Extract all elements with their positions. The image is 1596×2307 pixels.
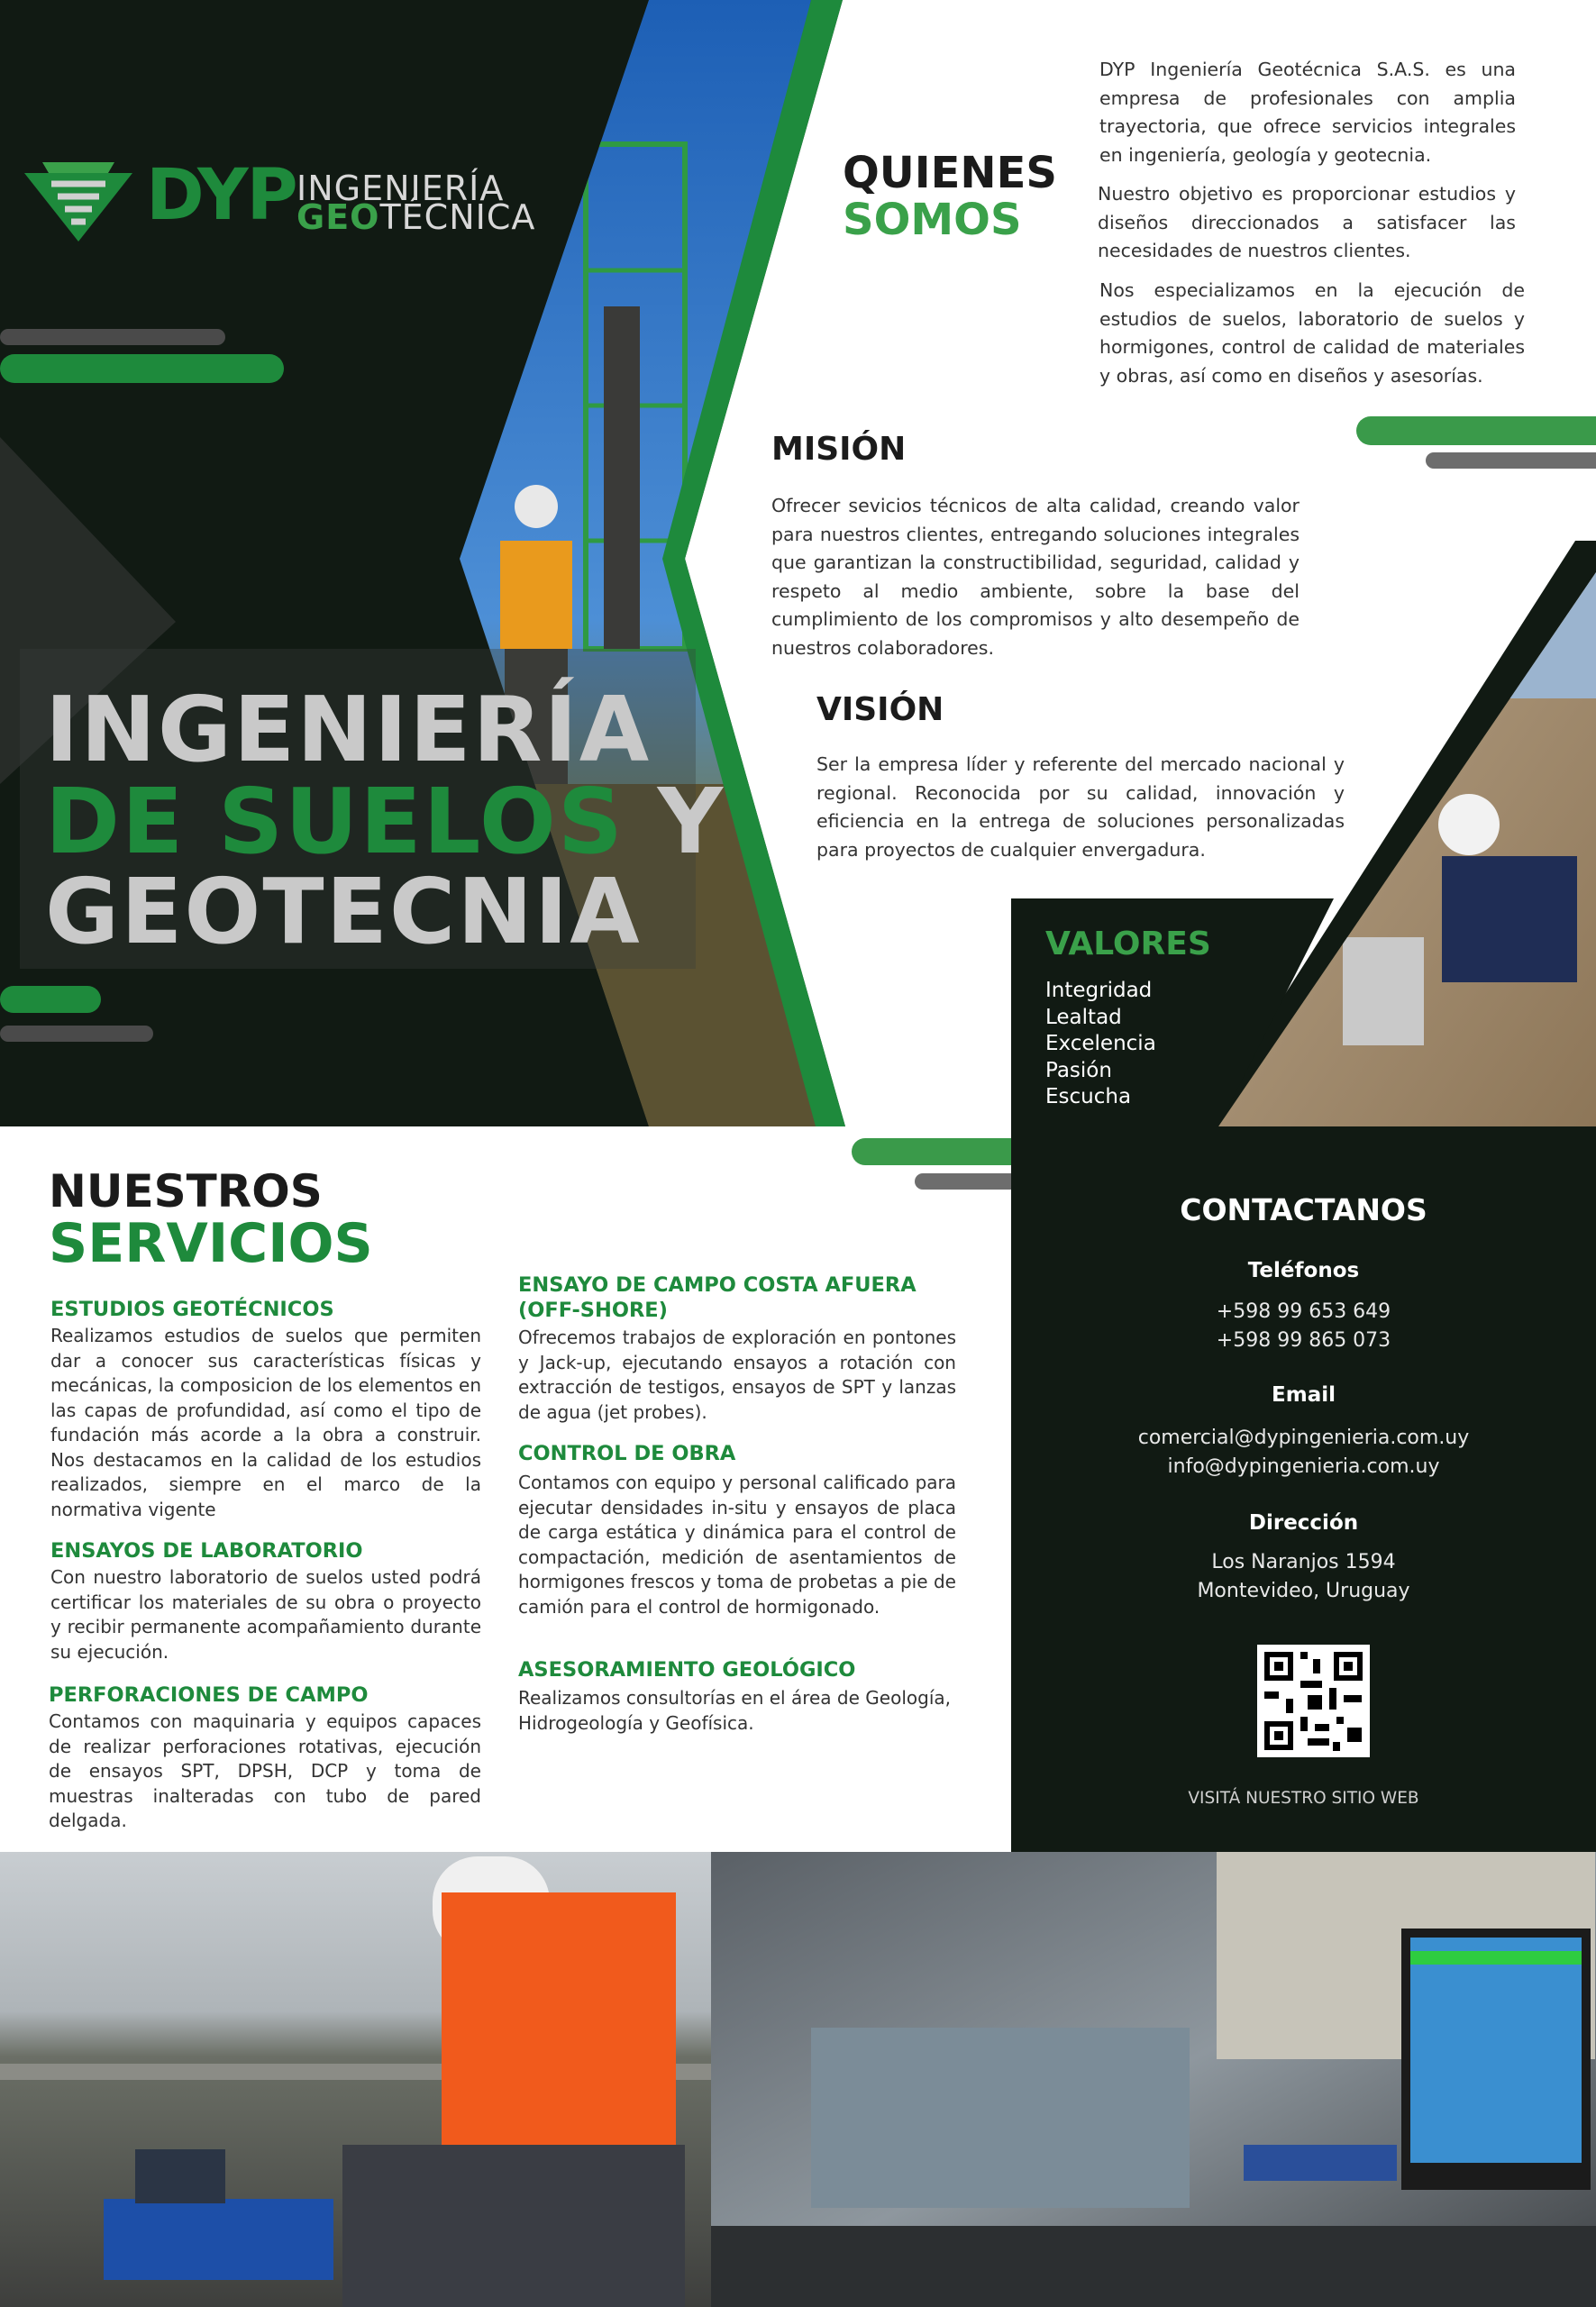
vision-text: Ser la empresa líder y referente del mercado nacional y regional. Reconocida por su calidad, innovación y eficiencia en la entrega de soluciones personalizadas para proyectos de cualquier envergadura.: [816, 753, 1345, 861]
services-title-green: SERVICIOS: [49, 1212, 373, 1275]
brand-line-2-green: GEO: [296, 197, 380, 237]
drill-logo-icon: [20, 155, 137, 245]
values-item: Escucha: [1045, 1085, 1132, 1108]
contact-address-label: Dirección: [1248, 1511, 1359, 1535]
service-title: ENSAYO DE CAMPO COSTA AFUERA (OFF-SHORE): [518, 1273, 917, 1322]
about-title-green: SOMOS: [843, 195, 1022, 245]
hero-line-1: INGENIERÍA: [45, 677, 652, 782]
mission-title: MISIÓN: [771, 431, 907, 468]
contact-email-2[interactable]: info@dypingenieria.com.uy: [1167, 1455, 1440, 1478]
contact-email-1[interactable]: comercial@dypingenieria.com.uy: [1137, 1427, 1470, 1449]
contact-phone-2[interactable]: +598 99 865 073: [1216, 1329, 1391, 1352]
contact-phones-label: Teléfonos: [1247, 1259, 1360, 1282]
values-item: Excelencia: [1045, 1032, 1156, 1055]
service-text: Contamos con maquinaria y equipos capaces de realizar perforaciones rotativas, ejecución de ensayos SPT, DPSH, DCP y toma de muestras inalteradas con tubo de pared delgada.: [49, 1710, 481, 1831]
brand-line-2-rest: TÉCNICA: [379, 197, 536, 237]
hero-line-2-rest: Y: [624, 769, 725, 874]
brand-logo: [20, 151, 536, 251]
vision-title: VISIÓN: [816, 691, 944, 728]
service-text: Realizamos estudios de suelos que permiten dar a conocer sus características físicas y mecánicas, la composicion de los elementos en las capas de profundidad, así como el tipo de fundación más acorde a la obra a construir. Nos destacamos en la calidad de los estudios realizados, siempre en el marco de la normativa vigente: [50, 1325, 481, 1520]
brand-line-2: [296, 197, 536, 237]
values-title: VALORES: [1045, 926, 1211, 962]
values-item: Pasión: [1045, 1058, 1112, 1082]
contact-title: CONTACTANOS: [1180, 1192, 1427, 1227]
values-item: Lealtad: [1045, 1005, 1122, 1029]
hero-line-2-green: DE SUELOS: [45, 769, 625, 874]
about-paragraph-2: Nuestro objetivo es proporcionar estudios y diseños direccionados a satisfacer las necesidades de nuestros clientes.: [1098, 183, 1516, 261]
qr-code: [1257, 1645, 1370, 1757]
brand-line-1: INGENIERÍA: [296, 169, 505, 208]
services-title-dark: NUESTROS: [49, 1165, 323, 1217]
brand-initials: DYP: [146, 155, 296, 236]
values-item: Integridad: [1045, 979, 1153, 1002]
mission-text: Ofrecer sevicios técnicos de alta calidad, creando valor para nuestros clientes, entregando soluciones integrales que garantizan la constructibilidad, seguridad, calidad y respeto al medio ambiente, sobre la base del cumplimiento de los compromisos y alto desempeño de nuestros colaboradores.: [771, 495, 1300, 659]
values-list: [1045, 978, 1156, 1111]
about-paragraph-3: Nos especializamos en la ejecución de estudios de suelos, laboratorio de suelos y hormigones, control de calidad de materiales y obras, así como en diseños y asesorías.: [1099, 279, 1525, 387]
service-text: Realizamos consultorías en el área de Geología, Hidrogeología y Geofísica.: [518, 1687, 951, 1734]
contact-address-1: Los Naranjos 1594: [1211, 1551, 1396, 1573]
service-title: ENSAYOS DE LABORATORIO: [50, 1539, 363, 1563]
service-text: Contamos con equipo y personal calificado para ejecutar densidades in-situ y ensayos de placa de carga estática y dinámica para el control de compactación, medición de asentamientos de hormigones frescos y toma de probetas a pie de camión para el control de hormigonado.: [518, 1472, 956, 1618]
service-text: Con nuestro laboratorio de suelos usted podrá certificar los materiales de su obra o proyecto y recibir permanente acompañamiento durante su ejecución.: [50, 1566, 481, 1663]
about-title-dark: QUIENES: [843, 148, 1057, 198]
service-title: CONTROL DE OBRA: [518, 1442, 736, 1465]
service-title: ESTUDIOS GEOTÉCNICOS: [50, 1298, 334, 1321]
service-text: Ofrecemos trabajos de exploración en pontones y Jack-up, ejecutando ensayos a rotación con extracción de testigos, ensayos de SPT y lanzas de agua (jet probes).: [518, 1327, 956, 1423]
contact-phone-1[interactable]: +598 99 653 649: [1216, 1300, 1391, 1323]
contact-address-2: Montevideo, Uruguay: [1197, 1580, 1410, 1602]
contact-web-label[interactable]: VISITÁ NUESTRO SITIO WEB: [1188, 1789, 1419, 1808]
hero-line-3: GEOTECNIA: [45, 859, 642, 964]
contact-email-label: Email: [1272, 1383, 1336, 1407]
service-title: PERFORACIONES DE CAMPO: [49, 1683, 369, 1707]
service-title: ASESORAMIENTO GEOLÓGICO: [518, 1658, 856, 1682]
about-paragraph-1: DYP Ingeniería Geotécnica S.A.S. es una empresa de profesionales con amplia trayectoria, que ofrece servicios integrales en ingeniería, geología y geotecnia.: [1099, 59, 1516, 166]
hero-line-2: [45, 769, 725, 874]
